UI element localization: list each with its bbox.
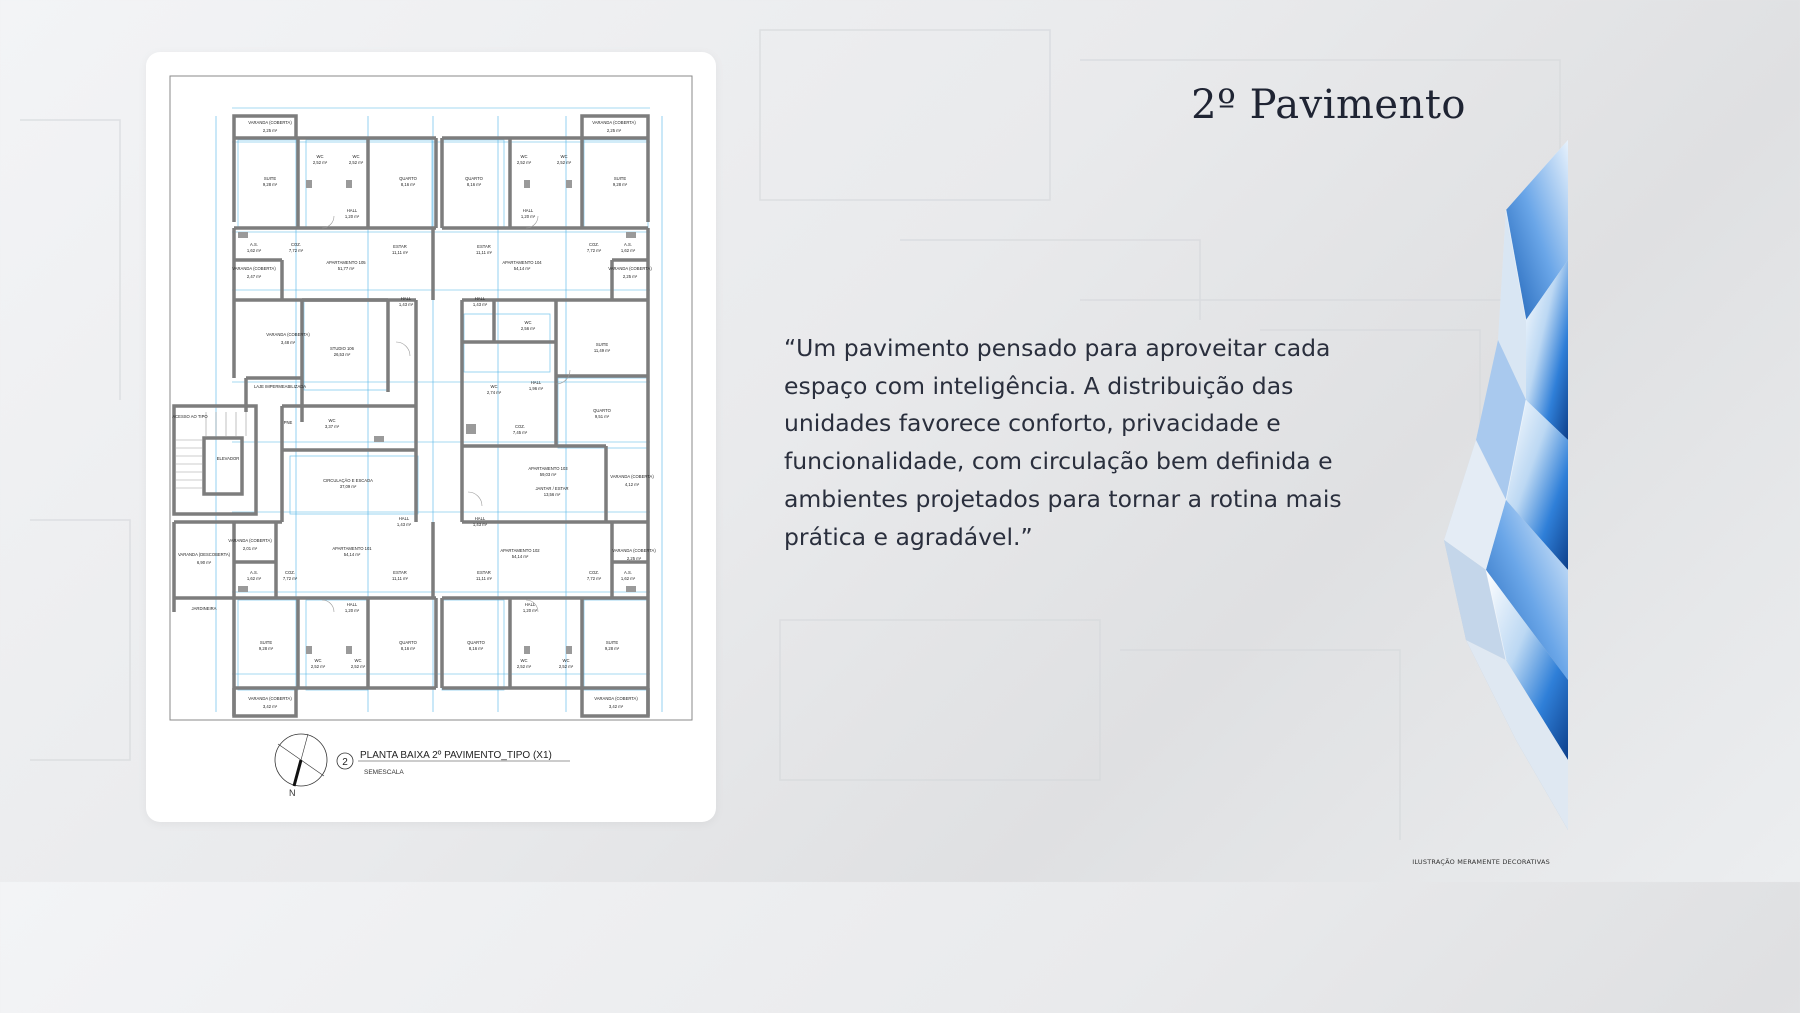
room-hall-bottom-right-area: 1,20 m² (522, 608, 538, 613)
drawing-title: PLANTA BAIXA 2º PAVIMENTO_TIPO (X1) (360, 750, 552, 761)
room-laje: LAJE IMPERMEABILIZADA (253, 384, 307, 389)
room-estar-top-left-area: 11,11 m² (392, 250, 408, 255)
room-apto-101-area: 54,14 m² (343, 552, 361, 557)
room-circulacao: CIRCULAÇÃO E ESCADA (323, 478, 373, 483)
room-hall-lower-right-area: 1,43 m² (472, 522, 488, 527)
room-wc-b-area: 2,52 m² (348, 160, 364, 165)
room-varanda-top-right: VARANDA (COBERTA) (592, 120, 636, 125)
floor-plan-card (146, 52, 716, 822)
room-hall-bottom-left-area: 1,20 m² (344, 608, 360, 613)
room-estar-top-left: ESTAR (393, 244, 407, 249)
room-wc-c-area: 2,52 m² (516, 160, 532, 165)
description-quote: “Um pavimento pensado para aproveitar cada espaço com inteligência. A distribuição das unidades favorece conforto, privacidade e funcionalidade, com circulação bem definida e ambientes projetados para tornar a rotina mais prática e agradável.” (784, 334, 1342, 551)
room-suite-bottom-left: SUITE (259, 640, 273, 645)
room-studio-106: STUDIO 106 (330, 346, 354, 351)
room-varanda-top-left-area: 2,25 m² (262, 128, 278, 133)
room-wc-studio: WC (328, 418, 336, 423)
room-hall-lower-left: HALL (398, 516, 410, 521)
room-varanda-left-2-area: 2,47 m² (246, 274, 262, 279)
room-apto-102: APARTAMENTO 102 (500, 548, 540, 553)
room-coz-bottom-left: COZ. (284, 570, 296, 575)
room-suite-bottom-right: SUITE (605, 640, 619, 645)
room-studio-106-area: 26,53 m² (333, 352, 351, 357)
room-wc-f-area: 2,52 m² (350, 664, 366, 669)
drawing-scale-note: SEMESCALA (364, 769, 404, 776)
room-hall-top-right-area: 1,20 m² (520, 214, 536, 219)
north-arrow-icon (275, 734, 327, 798)
room-estar-bottom-left-area: 11,11 m² (392, 576, 408, 581)
room-apto-105: APARTAMENTO 105 (326, 260, 366, 265)
room-suite-bottom-left-area: 9,28 m² (258, 646, 274, 651)
room-hall-top-left-area: 1,20 m² (344, 214, 360, 219)
room-suite-top-left: SUITE (263, 176, 277, 181)
floor-plan-drawing (146, 52, 716, 822)
room-wc-c: WC (520, 154, 528, 159)
room-varanda-102: VARANDA (COBERTA) (612, 548, 656, 553)
room-jardineira: JARDINEIRA (191, 606, 217, 611)
room-quarto-bottom-right: QUARTO (467, 640, 485, 645)
page-title: 2º Pavimento (1191, 82, 1466, 128)
room-varanda-top-left: VARANDA (COBERTA) (248, 120, 292, 125)
room-wc-a: WC (316, 154, 324, 159)
room-quarto-bottom-right-area: 8,16 m² (468, 646, 484, 651)
room-wc-g-area: 2,52 m² (516, 664, 532, 669)
room-as-top-left-area: 1,62 m² (246, 248, 262, 253)
room-wc-suite-103: WC (524, 320, 532, 325)
room-apto-103: APARTAMENTO 103 (528, 466, 568, 471)
room-coz-top-right: COZ. (588, 242, 600, 247)
room-as-top-right: A.S. (624, 242, 632, 247)
room-wc-d-area: 2,52 m² (556, 160, 572, 165)
room-coz-103-area: 7,45 m² (512, 430, 528, 435)
room-suite-bottom-right-area: 9,28 m² (604, 646, 620, 651)
room-hall-103-area: 1,96 m² (528, 386, 544, 391)
room-varanda-bottom-right: VARANDA (COBERTA) (594, 696, 638, 701)
room-hall-center-right: HALL (474, 296, 486, 301)
room-varanda-103: VARANDA (COBERTA) (610, 474, 654, 479)
room-wc-studio-area: 3,37 m² (324, 424, 340, 429)
room-estar-bottom-right-area: 11,11 m² (476, 576, 492, 581)
room-wc-e-area: 2,52 m² (310, 664, 326, 669)
room-estar-bottom-right: ESTAR (477, 570, 491, 575)
room-varanda-102-area: 2,25 m² (626, 556, 642, 561)
room-pne: PNE (283, 420, 293, 425)
room-hall-top-left: HALL (346, 208, 358, 213)
room-varanda-bottom-left: VARANDA (COBERTA) (248, 696, 292, 701)
room-hall-top-right: HALL (522, 208, 534, 213)
room-hall-center-left-area: 1,43 m² (398, 302, 414, 307)
room-as-bottom-right: A.S. (624, 570, 632, 575)
room-elevador: ELEVADOR (216, 456, 240, 461)
crystal-decoration-icon (1436, 140, 1568, 830)
room-acesso: ACESSO AO TIPO (172, 414, 208, 419)
room-suite-top-right-area: 9,28 m² (612, 182, 628, 187)
room-coz-bottom-right: COZ. (588, 570, 600, 575)
room-as-top-right-area: 1,62 m² (620, 248, 636, 253)
room-apto-105-area: 51,77 m² (337, 266, 355, 271)
room-varanda-right-2-area: 2,25 m² (622, 274, 638, 279)
room-varanda-101-area: 2,01 m² (242, 546, 258, 551)
room-varanda-top-right-area: 2,25 m² (606, 128, 622, 133)
room-quarto-a-area: 8,16 m² (400, 182, 416, 187)
room-estar-top-right-area: 11,11 m² (476, 250, 492, 255)
room-suite-top-right: SUITE (613, 176, 627, 181)
room-quarto-b-area: 8,16 m² (466, 182, 482, 187)
room-varanda-descoberta: VARANDA (DESCOBERTA) (177, 552, 231, 557)
room-wc-f: WC (354, 658, 362, 663)
room-apto-104-area: 54,14 m² (513, 266, 531, 271)
room-coz-top-right-area: 7,72 m² (586, 248, 602, 253)
room-hall-center-left: HALL (400, 296, 412, 301)
room-hall-lower-left-area: 1,43 m² (396, 522, 412, 527)
room-estar-top-right: ESTAR (477, 244, 491, 249)
room-varanda-bottom-right-area: 3,42 m² (608, 704, 624, 709)
room-jantar-area: 13,56 m² (543, 492, 561, 497)
room-wc-suite-103-area: 2,56 m² (520, 326, 536, 331)
room-coz-bottom-left-area: 7,72 m² (282, 576, 298, 581)
room-apto-103-area: 59,03 m² (539, 472, 557, 477)
room-quarto-bottom-left: QUARTO (399, 640, 417, 645)
room-varanda-bottom-left-area: 3,42 m² (262, 704, 278, 709)
room-hall-bottom-right: HALL (524, 602, 536, 607)
room-as-bottom-left: A.S. (250, 570, 258, 575)
room-hall-103: HALL (530, 380, 542, 385)
room-coz-103: COZ. (514, 424, 526, 429)
room-coz-bottom-right-area: 7,72 m² (586, 576, 602, 581)
room-apto-102-area: 54,14 m² (511, 554, 529, 559)
room-wc-103-area: 2,74 m² (486, 390, 502, 395)
room-as-bottom-right-area: 1,62 m² (620, 576, 636, 581)
room-hall-center-right-area: 1,43 m² (472, 302, 488, 307)
room-quarto-b: QUARTO (465, 176, 483, 181)
room-jantar: JANTAR / ESTAR (535, 486, 569, 491)
svg-text:N: N (289, 788, 296, 798)
room-coz-top-left: COZ. (290, 242, 302, 247)
room-varanda-103-area: 4,12 m² (624, 482, 640, 487)
room-wc-b: WC (352, 154, 360, 159)
room-as-top-left: A.S. (250, 242, 258, 247)
drawing-number: 2 (342, 757, 348, 768)
room-as-bottom-left-area: 1,62 m² (246, 576, 262, 581)
room-apto-104: APARTAMENTO 104 (502, 260, 542, 265)
room-wc-d: WC (560, 154, 568, 159)
room-suite-top-left-area: 9,28 m² (262, 182, 278, 187)
room-coz-top-left-area: 7,72 m² (288, 248, 304, 253)
room-quarto-bottom-left-area: 8,16 m² (400, 646, 416, 651)
room-wc-h: WC (562, 658, 570, 663)
room-wc-103: WC (490, 384, 498, 389)
room-wc-g: WC (520, 658, 528, 663)
room-wc-h-area: 2,52 m² (558, 664, 574, 669)
room-hall-bottom-left: HALL (346, 602, 358, 607)
room-varanda-descoberta-area: 6,90 m² (196, 560, 212, 565)
room-quarto-103: QUARTO (593, 408, 611, 413)
room-wc-a-area: 2,52 m² (312, 160, 328, 165)
room-varanda-right-2: VARANDA (COBERTA) (608, 266, 652, 271)
room-estar-bottom-left: ESTAR (393, 570, 407, 575)
room-circulacao-area: 37,09 m² (339, 484, 357, 489)
room-varanda-left-2: VARANDA (COBERTA) (232, 266, 276, 271)
room-wc-e: WC (314, 658, 322, 663)
room-suite-103-area: 11,49 m² (593, 348, 611, 353)
room-apto-101: APARTAMENTO 101 (332, 546, 372, 551)
room-varanda-studio-area: 3,48 m² (280, 340, 296, 345)
room-varanda-101: VARANDA (COBERTA) (228, 538, 272, 543)
room-suite-103: SUITE (595, 342, 609, 347)
room-quarto-103-area: 9,51 m² (594, 414, 610, 419)
room-quarto-a: QUARTO (399, 176, 417, 181)
disclaimer-text: ILUSTRAÇÃO MERAMENTE DECORATIVAS (1412, 858, 1550, 866)
room-varanda-studio: VARANDA (COBERTA) (266, 332, 310, 337)
room-hall-lower-right: HALL (474, 516, 486, 521)
